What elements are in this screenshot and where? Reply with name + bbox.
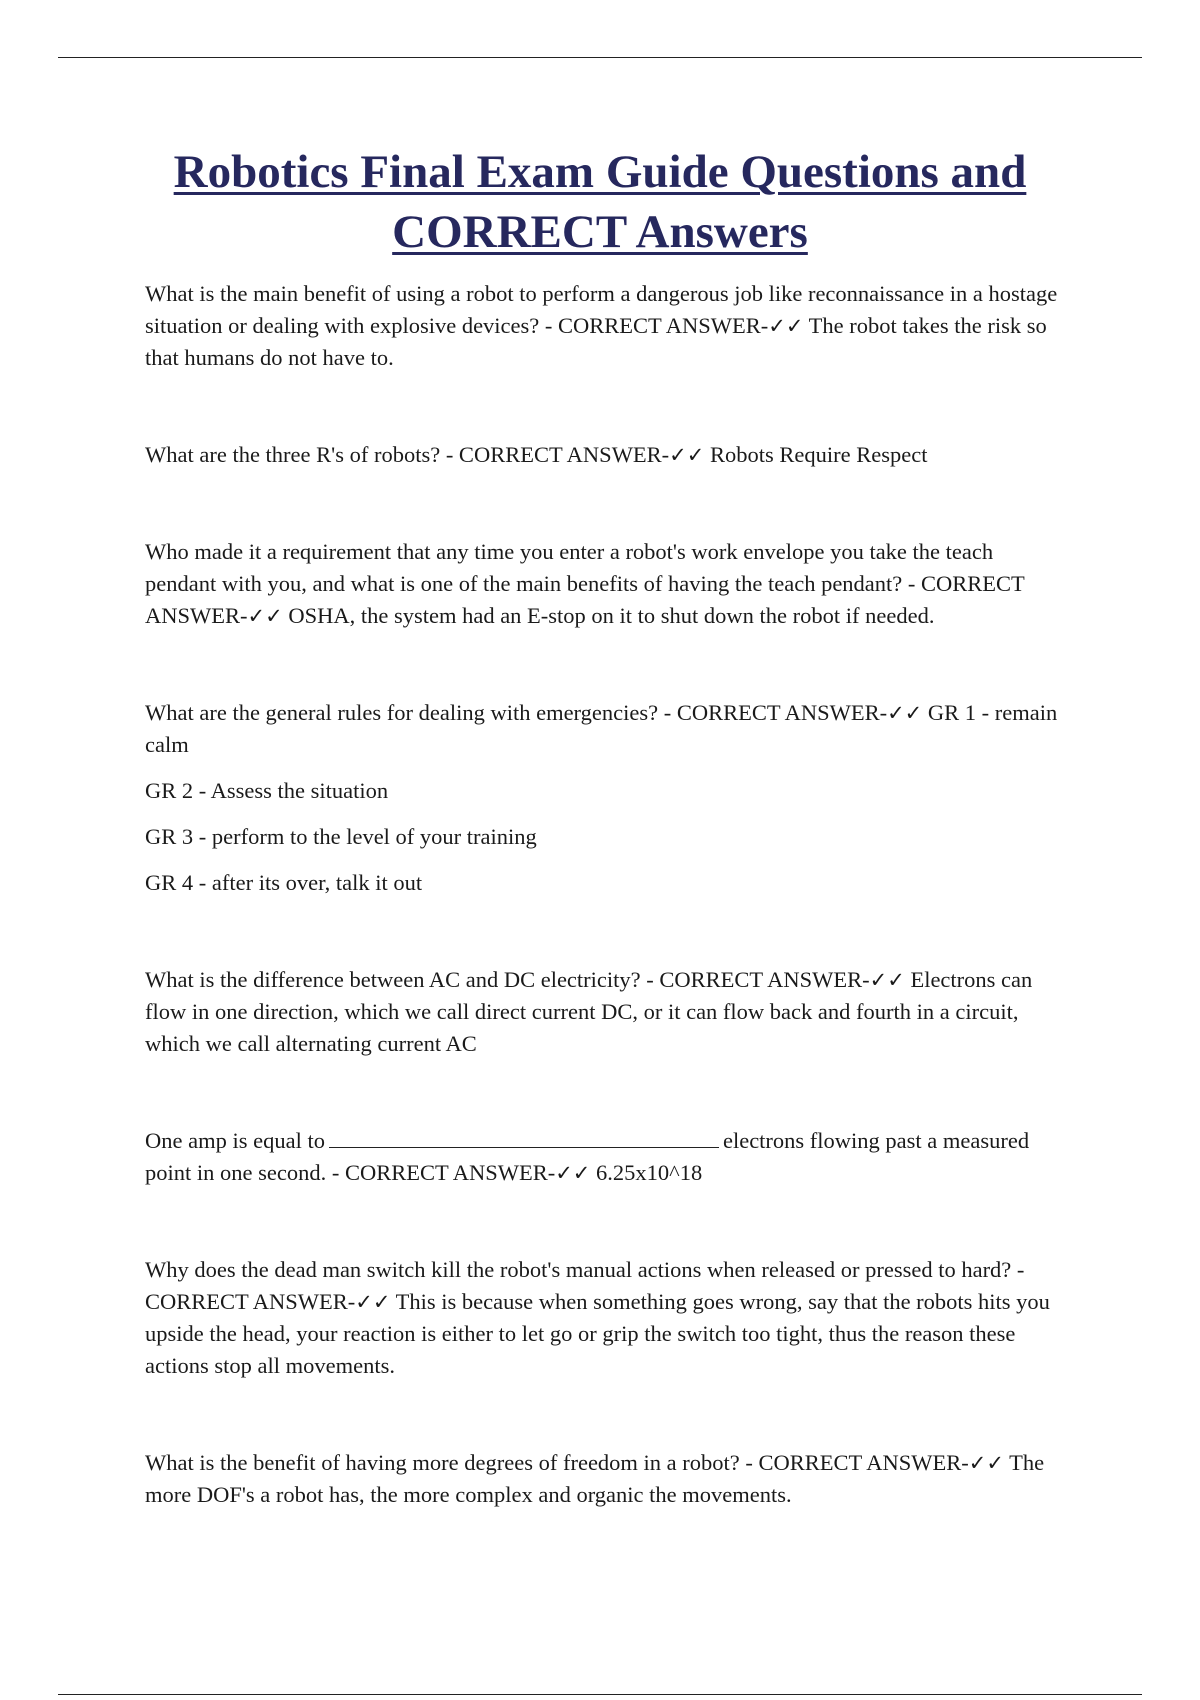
check-icon: ✓✓ — [247, 604, 283, 628]
answer-text: The robot takes the risk so that humans do not have to. — [145, 313, 1047, 370]
qa-item-2 — [145, 439, 1060, 471]
check-icon: ✓✓ — [968, 1451, 1004, 1475]
question-text: What is the difference between AC and DC electricity? - CORRECT ANSWER- — [145, 967, 870, 992]
top-rule — [58, 57, 1142, 58]
check-icon: ✓✓ — [768, 314, 804, 338]
qa-item-5 — [145, 964, 1060, 1060]
check-icon: ✓✓ — [555, 1161, 591, 1185]
answer-text: Robots Require Respect — [704, 442, 928, 467]
question-text-before-blank: One amp is equal to — [145, 1128, 325, 1153]
rule-line-4: GR 4 - after its over, talk it out — [145, 870, 423, 895]
rule-line-3: GR 3 - perform to the level of your training — [145, 824, 537, 849]
question-text: What are the three R's of robots? - CORRECT ANSWER- — [145, 442, 670, 467]
rule-line-2: GR 2 - Assess the situation — [145, 778, 389, 803]
check-icon: ✓✓ — [869, 968, 905, 992]
question-text: What is the main benefit of using a robot to perform a dangerous job like reconnaissance in a hostage situation or dealing with explosive devices? - CORRECT ANSWER- — [145, 281, 1058, 338]
check-icon: ✓✓ — [887, 701, 923, 725]
answer-text: Electrons can flow in one direction, which we call direct current DC, or it can flow back and fourth in a circuit, which we call alternating current AC — [145, 967, 1033, 1056]
check-icon: ✓✓ — [669, 443, 705, 467]
question-text: What are the general rules for dealing with emergencies? - CORRECT ANSWER- — [145, 700, 888, 725]
answer-text: This is because when something goes wrong, say that the robots hits you upside the head, your reaction is either to let go or grip the switch too tight, thus the reason these actions stop all movements. — [145, 1289, 1050, 1378]
bottom-rule — [58, 1694, 1142, 1695]
question-text: Who made it a requirement that any time you enter a robot's work envelope you take the teach pendant with you, and what is one of the main benefits of having the teach pendant? - CORRECT ANSWER- — [145, 539, 1025, 628]
qa-item-3 — [145, 536, 1060, 632]
answer-text: GR 1 - remain calm — [145, 700, 1058, 757]
qa-item-8 — [145, 1447, 1060, 1511]
qa-list — [145, 278, 1060, 1511]
title-block — [100, 142, 1100, 262]
answer-text: OSHA, the system had an E-stop on it to shut down the robot if needed. — [282, 603, 935, 628]
qa-item-4 — [145, 697, 1060, 761]
fill-in-blank — [329, 1125, 719, 1148]
question-text: What is the benefit of having more degrees of freedom in a robot? - CORRECT ANSWER- — [145, 1450, 969, 1475]
question-text: Why does the dead man switch kill the robot's manual actions when released or pressed to hard? - CORRECT ANSWER- — [145, 1257, 1025, 1314]
answer-text: The more DOF's a robot has, the more complex and organic the movements. — [145, 1450, 1045, 1507]
question-text-after-blank: electrons flowing past a measured point in one second. - CORRECT ANSWER- — [145, 1128, 1030, 1185]
qa-item-6 — [145, 1125, 1060, 1189]
document-title: Robotics Final Exam Guide Questions and CORRECT Answers — [173, 146, 1027, 258]
qa-item-1 — [145, 278, 1060, 374]
answer-text: 6.25x10^18 — [590, 1160, 703, 1185]
check-icon: ✓✓ — [355, 1290, 391, 1314]
qa-item-7 — [145, 1254, 1060, 1382]
